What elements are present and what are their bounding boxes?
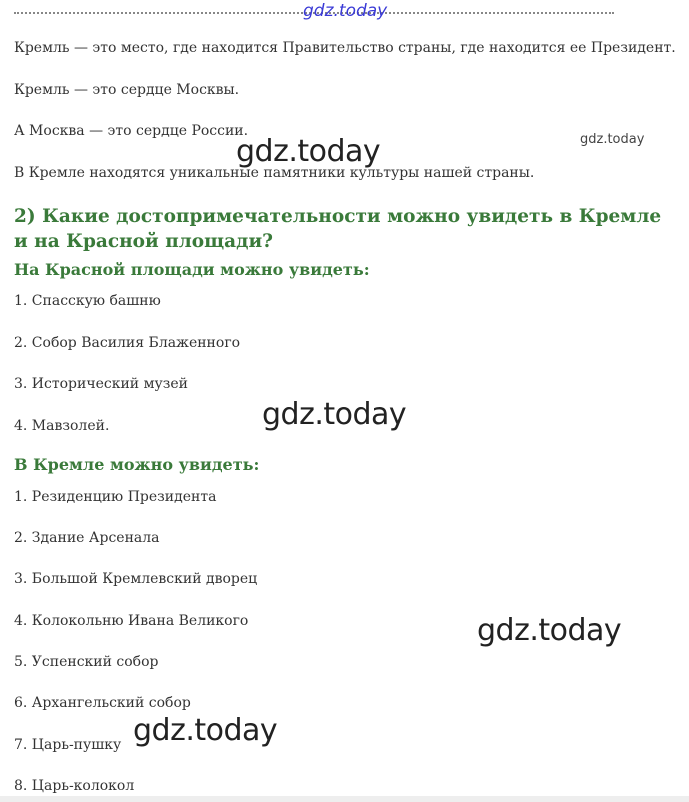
kremlin-item: 7. Царь-пушку xyxy=(14,737,122,753)
intro-paragraph-2: Кремль — это сердце Москвы. xyxy=(14,82,240,98)
kremlin-heading: В Кремле можно увидеть: xyxy=(14,455,260,474)
intro-paragraph-3: А Москва — это сердце России. xyxy=(14,123,249,139)
red-square-heading: На Красной площади можно увидеть: xyxy=(14,260,370,279)
intro-paragraph-4: В Кремле находятся уникальные памятники культуры нашей страны. xyxy=(14,165,535,181)
red-square-item: 4. Мавзолей. xyxy=(14,418,110,434)
kremlin-item: 1. Резиденцию Президента xyxy=(14,489,217,505)
watermark-large: gdz.today xyxy=(262,397,407,432)
kremlin-item: 8. Царь-колокол xyxy=(14,778,135,794)
watermark-small: gdz.today xyxy=(580,132,645,147)
bottom-edge xyxy=(0,796,689,802)
kremlin-item: 3. Большой Кремлевский дворец xyxy=(14,571,258,587)
red-square-item: 1. Спасскую башню xyxy=(14,293,161,309)
red-square-item: 3. Исторический музей xyxy=(14,376,188,392)
red-square-item: 2. Собор Василия Блаженного xyxy=(14,335,241,351)
kremlin-item: 6. Архангельский собор xyxy=(14,695,191,711)
intro-paragraph-1: Кремль — это место, где находится Правительство страны, где находится ее Президент. xyxy=(14,40,676,56)
watermark-large: gdz.today xyxy=(133,713,278,748)
kremlin-item: 5. Успенский собор xyxy=(14,654,159,670)
kremlin-item: 4. Колокольню Ивана Великого xyxy=(14,613,249,629)
watermark-large: gdz.today xyxy=(236,134,381,169)
watermark-top: gdz.today xyxy=(303,1,388,21)
kremlin-item: 2. Здание Арсенала xyxy=(14,530,160,546)
question-heading: 2) Какие достопримечательности можно увидеть в Кремле и на Красной площади? xyxy=(14,206,662,252)
watermark-large: gdz.today xyxy=(477,613,622,648)
